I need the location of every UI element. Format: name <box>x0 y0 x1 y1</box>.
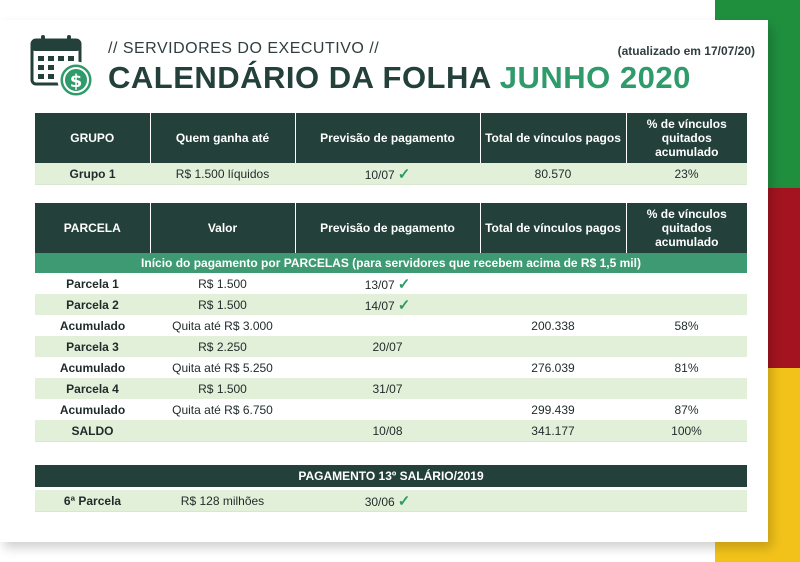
row-total <box>480 273 626 294</box>
page-title <box>108 60 691 96</box>
group-total: 80.570 <box>480 163 626 185</box>
header-pct: % de vínculos quitados acumulado <box>626 203 747 253</box>
row-date: 14/07 <box>364 298 395 313</box>
table-row <box>35 378 747 399</box>
table-row <box>35 420 747 442</box>
header-date: Previsão de pagamento <box>295 113 480 163</box>
table-row <box>35 336 747 357</box>
svg-text:$: $ <box>69 71 83 92</box>
header-valor: Valor <box>150 203 295 253</box>
row-total <box>480 294 626 315</box>
table-row <box>35 315 747 336</box>
row-pct: 58% <box>674 318 699 333</box>
row-date: 20/07 <box>295 336 480 357</box>
row-value: R$ 128 milhões <box>150 490 295 512</box>
group-table <box>35 113 747 185</box>
group-pct: 23% <box>626 163 747 185</box>
row-date-cell <box>295 294 480 315</box>
row-label: 6ª Parcela <box>35 490 150 512</box>
row-total <box>480 336 626 357</box>
table-row <box>35 163 747 185</box>
row-total: 341.177 <box>480 420 626 442</box>
title-main: CALENDÁRIO DA FOLHA <box>108 60 491 95</box>
header-pct: % de vínculos quitados acumulado <box>626 113 747 163</box>
header-parcela: PARCELA <box>35 203 150 253</box>
row-total <box>480 378 626 399</box>
installments-banner-row <box>35 253 747 273</box>
header-grupo: GRUPO <box>35 113 150 163</box>
row-value: Quita até R$ 5.250 <box>172 360 273 375</box>
header-total: Total de vínculos pagos <box>480 113 626 163</box>
row-label: SALDO <box>35 420 150 442</box>
group-date: 10/07 <box>364 167 395 182</box>
row-pct <box>626 336 747 357</box>
group-table-header <box>35 113 747 163</box>
table-row <box>35 294 747 315</box>
row-label: Acumulado <box>59 402 126 417</box>
table-row <box>35 490 747 512</box>
thirteenth-salary-header-row <box>35 465 747 487</box>
row-date: 10/08 <box>295 420 480 442</box>
row-value: Quita até R$ 6.750 <box>172 402 273 417</box>
updated-date: (atualizado em 17/07/20) <box>617 44 755 58</box>
row-date-cell <box>295 273 480 294</box>
row-pct <box>626 378 747 399</box>
row-pct: 87% <box>674 402 699 417</box>
row-date: 13/07 <box>364 277 395 292</box>
check-icon: ✓ <box>397 165 411 183</box>
row-value: R$ 1.500 <box>198 276 247 291</box>
installments-table <box>35 203 747 442</box>
check-icon: ✓ <box>397 296 411 314</box>
calendar-money-icon <box>28 32 98 102</box>
installments-table-header <box>35 203 747 253</box>
row-total: 276.039 <box>531 360 575 375</box>
row-value: Quita até R$ 3.000 <box>172 318 273 333</box>
row-pct-empty <box>626 490 747 512</box>
row-date: 30/06 <box>364 494 395 509</box>
row-value: R$ 1.500 <box>150 294 295 315</box>
header-date: Previsão de pagamento <box>295 203 480 253</box>
group-date-cell <box>295 163 480 185</box>
row-value <box>150 420 295 442</box>
header-total: Total de vínculos pagos <box>480 203 626 253</box>
row-label: Acumulado <box>59 318 126 333</box>
row-label: Parcela 4 <box>35 378 150 399</box>
subtitle: // SERVIDORES DO EXECUTIVO // <box>108 40 380 57</box>
thirteenth-salary-table <box>35 465 747 512</box>
row-value: R$ 1.500 <box>150 378 295 399</box>
row-date: 31/07 <box>295 378 480 399</box>
title-accent: JUNHO 2020 <box>499 60 691 95</box>
row-pct <box>626 294 747 315</box>
row-pct <box>626 273 747 294</box>
installments-banner: Início do pagamento por PARCELAS (para servidores que recebem acima de R$ 1,5 mil) <box>35 253 747 273</box>
row-total: 200.338 <box>531 318 575 333</box>
thirteenth-salary-title: PAGAMENTO 13º SALÁRIO/2019 <box>35 465 747 487</box>
table-row <box>35 357 747 378</box>
row-pct: 81% <box>674 360 699 375</box>
row-date <box>295 315 480 336</box>
group-label: Grupo 1 <box>35 163 150 185</box>
row-value: R$ 2.250 <box>150 336 295 357</box>
row-pct: 100% <box>626 420 747 442</box>
row-date <box>295 357 480 378</box>
table-row <box>35 273 747 294</box>
check-icon: ✓ <box>397 275 411 293</box>
row-label: Parcela 2 <box>35 294 150 315</box>
row-date <box>295 399 480 420</box>
row-label: Parcela 1 <box>66 276 119 291</box>
row-date-cell <box>295 490 480 512</box>
row-label: Parcela 3 <box>35 336 150 357</box>
row-label: Acumulado <box>59 360 126 375</box>
row-total: 299.439 <box>531 402 575 417</box>
header-earns: Quem ganha até <box>150 113 295 163</box>
row-total-empty <box>480 490 626 512</box>
group-earns: R$ 1.500 líquidos <box>150 163 295 185</box>
check-icon: ✓ <box>397 492 411 510</box>
table-row <box>35 399 747 420</box>
